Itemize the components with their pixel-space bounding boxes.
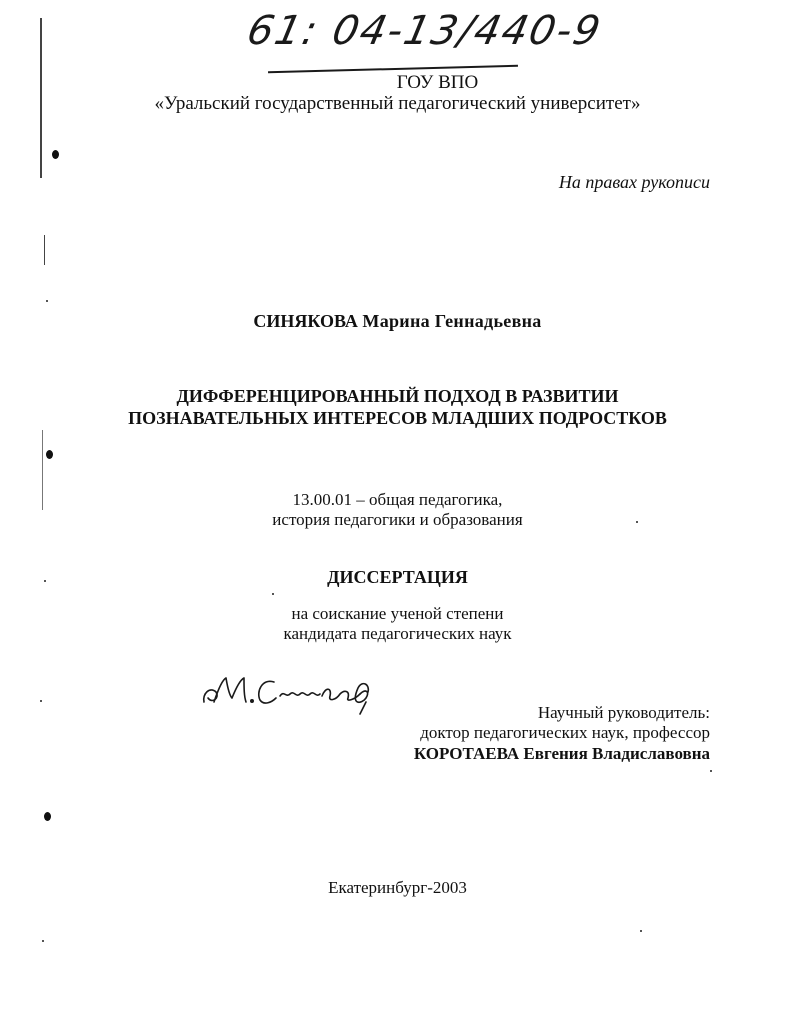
author-name	[0, 311, 795, 332]
supervisor-name: КОРОТАЕВА Евгения Владиславовна	[413, 744, 710, 763]
archive-code: 61: 04-13/440-9	[243, 8, 606, 54]
author-signature	[200, 668, 385, 718]
specialty-line-2: история педагогики и образования	[272, 510, 523, 529]
scan-margin-dot	[52, 150, 59, 159]
scan-speck	[272, 593, 274, 595]
scan-speck	[42, 940, 44, 942]
org-full-name: «Уральский государственный педагогический университет»	[154, 93, 641, 114]
supervisor-label: Научный руководитель:	[537, 703, 710, 722]
scan-margin-dot	[44, 812, 51, 821]
org-short-name: ГОУ ВПО	[396, 72, 479, 93]
supervisor-title: доктор педагогических наук, профессор	[420, 723, 710, 742]
scan-margin-dot	[46, 450, 53, 459]
scan-speck	[710, 770, 712, 772]
scan-speck	[40, 700, 42, 702]
author-given-names: Марина Геннадьевна	[362, 311, 542, 331]
specialty-line-1: 13.00.01 – общая педагогика,	[292, 490, 503, 509]
degree-line-1: на соискание ученой степени	[291, 604, 504, 623]
author-surname: СИНЯКОВА	[253, 311, 358, 331]
degree-line-2: кандидата педагогических наук	[283, 624, 512, 643]
rights-note: На правах рукописи	[558, 172, 710, 192]
scan-speck	[46, 300, 48, 302]
city-year: Екатеринбург-2003	[328, 878, 467, 897]
scan-margin-line	[44, 235, 45, 265]
thesis-title-line-2: ПОЗНАВАТЕЛЬНЫХ ИНТЕРЕСОВ МЛАДШИХ ПОДРОСТКОВ	[128, 408, 667, 428]
scan-speck	[640, 930, 642, 932]
document-type: ДИССЕРТАЦИЯ	[327, 567, 468, 587]
thesis-title-line-1: ДИФФЕРЕНЦИРОВАННЫЙ ПОДХОД В РАЗВИТИИ	[176, 386, 619, 406]
